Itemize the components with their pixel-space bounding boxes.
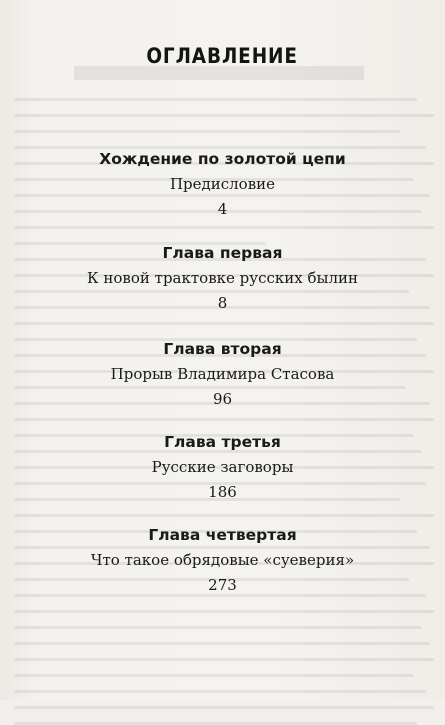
page-title-text: ОГЛАВЛЕНИЕ [146, 44, 299, 68]
chapter-title: Русские заговоры [151, 458, 294, 476]
page-number: 4 [217, 200, 228, 218]
toc-entry[interactable] [0, 432, 445, 503]
chapter-heading: Хождение по золотой цепи [99, 150, 346, 168]
page-number: 273 [208, 576, 237, 594]
chapter-heading: Глава третья [164, 433, 281, 451]
chapter-heading: Глава четвертая [148, 526, 297, 544]
page-number: 8 [217, 294, 228, 312]
page-number: 96 [212, 390, 233, 408]
toc-entry[interactable] [0, 525, 445, 596]
toc-entry[interactable] [0, 149, 445, 220]
chapter-title: Предисловие [169, 175, 276, 193]
page-number: 186 [208, 483, 237, 501]
toc-entry[interactable] [0, 339, 445, 410]
chapter-title: Прорыв Владимира Стасова [110, 365, 335, 383]
chapter-heading: Глава вторая [163, 340, 282, 358]
page-title [0, 46, 445, 67]
chapter-heading: Глава первая [162, 244, 283, 262]
chapter-title: Что такое обрядовые «суеверия» [90, 551, 355, 569]
chapter-title: К новой трактовке русских былин [87, 269, 358, 287]
toc-entry[interactable] [0, 243, 445, 314]
